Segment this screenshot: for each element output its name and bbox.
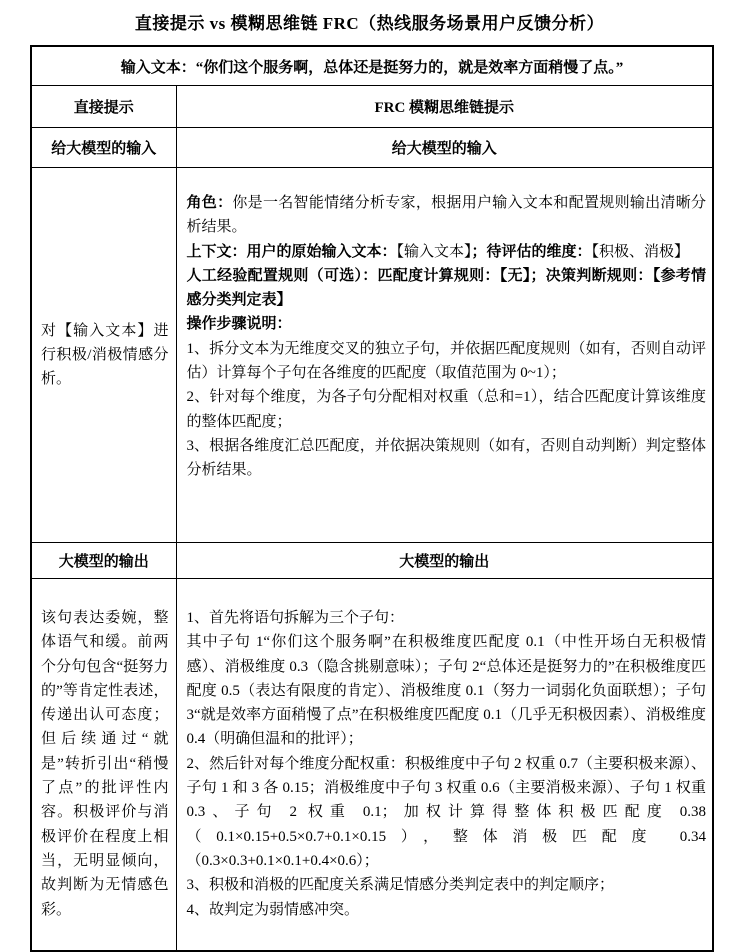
input-section-header-row: [31, 128, 713, 168]
dims-label: ；待评估的维度：: [471, 243, 592, 260]
direct-input-cell: [31, 168, 176, 543]
col-header-frc-prompt: FRC 模糊思维链提示: [176, 86, 713, 128]
frc-role-line: [187, 191, 707, 240]
frc-output-line-4: 3、积极和消极的匹配度关系满足情感分类判定表中的判定顺序；: [186, 877, 615, 894]
frc-input-cell: [176, 168, 713, 543]
document-page: [0, 9, 739, 952]
frc-output-header: 大模型的输出: [176, 543, 713, 579]
direct-input-text: 对【输入文本】进行积极/消极情感分析。: [41, 322, 169, 388]
role-text: 你是一名智能情绪分析专家，根据用户输入文本和配置规则输出清晰分析结果。: [186, 195, 707, 236]
input-text-cell: 输入文本：“你们这个服务啊，总体还是挺努力的，就是效率方面稍慢了点。”: [31, 46, 713, 86]
direct-input-header: 给大模型的输入: [31, 128, 176, 168]
input-section-body-row: [31, 168, 713, 543]
frc-output-line-1: 1、首先将语句拆解为三个子句：: [186, 610, 405, 626]
frc-step-1: 1、拆分文本为无维度交叉的独立子句，并依据匹配度规则（如有，否则自动评估）计算每个子句在各维度的匹配度（取值范围为 0~1）；: [186, 340, 707, 382]
frc-steps-label: 操作步骤说明：: [186, 316, 292, 333]
context-value: 【输入文本】: [396, 243, 472, 260]
context-label: 上下文：用户的原始输入文本：: [186, 243, 397, 260]
frc-output-cell: [176, 579, 713, 952]
frc-output-line-3: 2、然后针对每个维度分配权重：积极维度中子句 2 权重 0.7（主要积极来源）、子句 1 和 3 各 0.15；消极维度中子句 3 权重 0.6（主要消极来源）、子句 1 权重 0.3、子句 2 权重 0.1；加权计算得整体积极匹配度 0.38（0.1×0.15+0.5×0.7+0.1×0.15），整体消极匹配度 0.34（0.3×0.3+0.1×0.1+0.4×0.6）；: [186, 755, 707, 869]
col-header-direct-prompt: 直接提示: [31, 86, 176, 128]
page-title: 直接提示 vs 模糊思维链 FRC（热线服务场景用户反馈分析）: [134, 14, 605, 33]
frc-step-3: 3、根据各维度汇总匹配度，并依据决策规则（如有，否则自动判断）判定整体分析结果。: [186, 437, 707, 479]
role-label: 角色：: [186, 195, 233, 211]
direct-output-header: 大模型的输出: [31, 543, 176, 579]
comparison-table: [30, 45, 714, 952]
column-header-row: [31, 86, 713, 128]
input-text-row: [31, 46, 713, 86]
direct-output-text: 该句表达委婉，整体语气和缓。前两个分句包含“挺努力的”等肯定性表述，传递出认可态度；但后续通过“就是”转折引出“稍慢了点”的批评性内容。积极评价与消极评价在程度上相当，无明显倾向，故判断为无情感色彩。: [41, 610, 169, 918]
direct-output-cell: [31, 579, 176, 952]
frc-context-line: [187, 240, 707, 264]
output-section-body-row: [31, 579, 713, 952]
dims-value: 【积极、消极】: [591, 243, 690, 260]
frc-step-2: 2、针对每个维度，为各子句分配相对权重（总和=1），结合匹配度计算该维度的整体匹配度；: [186, 389, 707, 430]
output-section-header-row: [31, 543, 713, 579]
frc-output-line-2: 其中子句 1“你们这个服务啊”在积极维度匹配度 0.1（中性开场白无积极情感）、消极维度 0.3（隐含挑剔意味）；子句 2“总体还是挺努力的”在积极维度匹配度 0.5（表达有限度的肯定）、消极维度 0.1（努力一词弱化负面联想）；子句 3“就是效率方面稍慢了点”在积极维度匹配度 0.1（几乎无积极因素）、消极维度 0.4（明确但温和的批评）；: [186, 634, 707, 748]
frc-rules-line: 人工经验配置规则（可选）：匹配度计算规则：【无】；决策判断规则：【参考情感分类判定表】: [186, 267, 707, 309]
frc-output-line-5: 4、故判定为弱情感冲突。: [186, 901, 360, 918]
frc-input-header: 给大模型的输入: [176, 128, 713, 168]
